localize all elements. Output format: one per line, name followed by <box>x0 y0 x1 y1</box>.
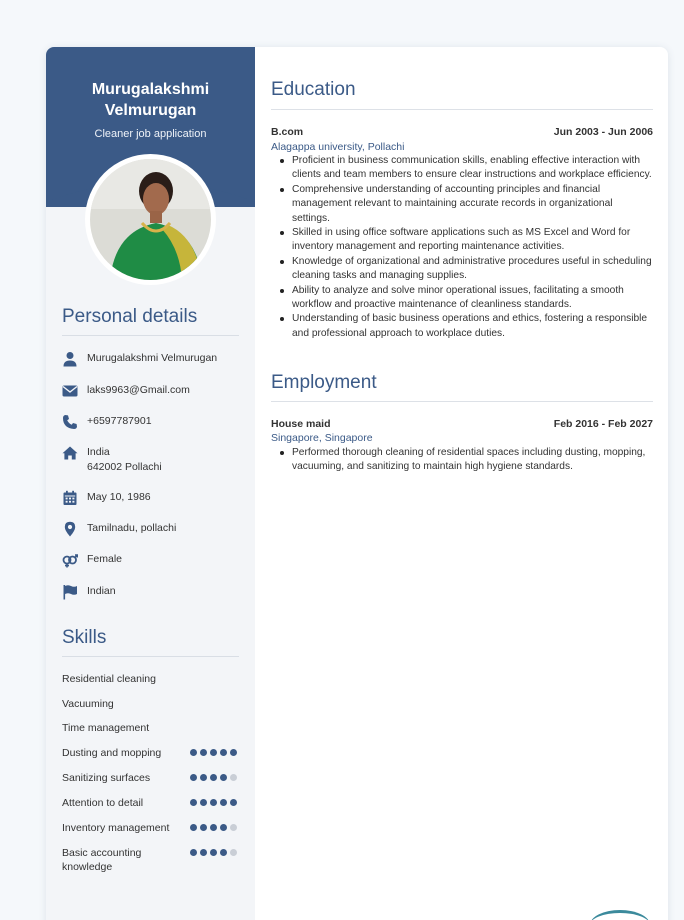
skill-item <box>62 771 242 785</box>
rating-dot-filled <box>190 774 197 781</box>
detail-address-text <box>87 445 162 475</box>
employment-bullets <box>271 446 653 475</box>
education-title: Education <box>271 79 356 100</box>
rating-dot-filled <box>200 824 207 831</box>
list-item: Proficient in business communication skills, enabling effective interaction with clients and team members to ensure clear instructions and workplace efficiency. <box>271 154 653 183</box>
rating-dot-filled <box>220 799 227 806</box>
skill-label: Vacuuming <box>62 698 114 710</box>
detail-birthplace <box>62 521 242 537</box>
education-institution: Alagappa university, Pollachi <box>271 141 405 153</box>
skill-item <box>62 721 242 735</box>
rating-dot-filled <box>200 749 207 756</box>
skill-item <box>62 672 242 686</box>
list-item: Comprehensive understanding of accounting principles and financial management relevant to maintaining accurate records in organizational settings. <box>271 183 653 226</box>
envelope-icon <box>62 383 78 399</box>
employment-title: Employment <box>271 372 377 393</box>
rating-dot-filled <box>190 749 197 756</box>
skill-item <box>62 796 242 810</box>
profile-subtitle: Cleaner job application <box>94 128 207 140</box>
flag-icon <box>62 584 78 600</box>
rating-dot-filled <box>220 849 227 856</box>
home-icon <box>62 445 78 461</box>
list-item: Ability to analyze and solve minor operational issues, facilitating a smooth workflow and proactive maintenance of cleanliness standards. <box>271 284 653 313</box>
employment-entry-header <box>271 418 653 430</box>
rating-dot-filled <box>190 824 197 831</box>
rating-dot-filled <box>210 849 217 856</box>
skill-item <box>62 821 242 835</box>
skills-title: Skills <box>62 627 107 648</box>
education-divider <box>271 109 653 110</box>
rating-dot-empty <box>230 774 237 781</box>
address-postal-city: 642002 Pollachi <box>87 461 162 473</box>
detail-address <box>62 445 242 475</box>
skill-label: Time management <box>62 722 150 734</box>
rating-dot-filled <box>220 774 227 781</box>
detail-name <box>62 351 242 367</box>
rating-dot-filled <box>200 849 207 856</box>
rating-dot-filled <box>190 849 197 856</box>
list-item: Knowledge of organizational and administrative procedures useful in scheduling cleaning tasks and managing supplies. <box>271 255 653 284</box>
detail-nationality <box>62 584 242 600</box>
rating-dot-filled <box>210 749 217 756</box>
personal-details-title: Personal details <box>62 306 198 327</box>
detail-email-text: laks9963@Gmail.com <box>87 384 190 396</box>
employment-divider <box>271 401 653 402</box>
education-bullets <box>271 154 653 341</box>
detail-birthdate-text: May 10, 1986 <box>87 491 151 503</box>
rating-dot-empty <box>230 849 237 856</box>
education-entry-header <box>271 126 653 138</box>
avatar-photo <box>90 159 211 280</box>
skill-label: Dusting and mopping <box>62 747 162 759</box>
detail-gender-text: Female <box>87 553 123 565</box>
sidebar <box>46 47 255 920</box>
detail-email <box>62 383 242 399</box>
rating-dot-filled <box>210 774 217 781</box>
detail-phone <box>62 414 242 430</box>
skills-divider <box>62 656 239 657</box>
address-country: India <box>87 446 110 458</box>
employment-role: House maid <box>271 418 331 430</box>
skill-rating <box>190 749 237 756</box>
detail-gender <box>62 552 242 568</box>
location-pin-icon <box>62 521 78 537</box>
detail-birthplace-text: Tamilnadu, pollachi <box>87 522 177 534</box>
gender-icon <box>62 552 78 568</box>
employment-dates: Feb 2016 - Feb 2027 <box>553 418 653 430</box>
skill-rating <box>190 774 237 781</box>
rating-dot-filled <box>230 799 237 806</box>
resume-page <box>46 47 668 920</box>
detail-nationality-text: Indian <box>87 585 116 597</box>
person-icon <box>62 351 78 367</box>
rating-dot-filled <box>200 774 207 781</box>
rating-dot-filled <box>230 749 237 756</box>
skill-item <box>62 846 242 874</box>
detail-birthdate <box>62 490 242 506</box>
rating-dot-filled <box>190 799 197 806</box>
skill-label: Basic accounting knowledge <box>62 847 142 873</box>
skill-item <box>62 746 242 760</box>
skill-label: Inventory management <box>62 822 170 834</box>
list-item: Performed thorough cleaning of residential spaces including dusting, mopping, vacuuming, and sanitizing to maintain high hygiene standards. <box>271 446 653 475</box>
rating-dot-filled <box>220 824 227 831</box>
skill-rating <box>190 824 237 831</box>
rating-dot-empty <box>230 824 237 831</box>
education-dates: Jun 2003 - Jun 2006 <box>553 126 653 138</box>
skill-rating <box>190 849 237 856</box>
list-item: Skilled in using office software applications such as MS Excel and Word for inventory management and reporting maintenance activities. <box>271 226 653 255</box>
rating-dot-filled <box>220 749 227 756</box>
skill-label: Sanitizing surfaces <box>62 772 151 784</box>
detail-phone-text: +6597787901 <box>87 415 152 427</box>
skill-label: Attention to detail <box>62 797 144 809</box>
rating-dot-filled <box>200 799 207 806</box>
profile-name: Murugalakshmi Velmurugan <box>91 81 210 119</box>
skill-rating <box>190 799 237 806</box>
rating-dot-filled <box>210 799 217 806</box>
education-degree: B.com <box>271 126 304 138</box>
rating-dot-filled <box>210 824 217 831</box>
employment-location: Singapore, Singapore <box>271 432 373 444</box>
phone-icon <box>62 414 78 430</box>
detail-name-text: Murugalakshmi Velmurugan <box>87 352 218 364</box>
list-item: Understanding of basic business operations and ethics, fostering a responsible and professional approach to workplace duties. <box>271 312 653 341</box>
avatar <box>85 154 216 285</box>
skill-label: Residential cleaning <box>62 673 156 685</box>
skill-item <box>62 697 242 711</box>
calendar-icon <box>62 490 78 506</box>
personal-details-divider <box>62 335 239 336</box>
